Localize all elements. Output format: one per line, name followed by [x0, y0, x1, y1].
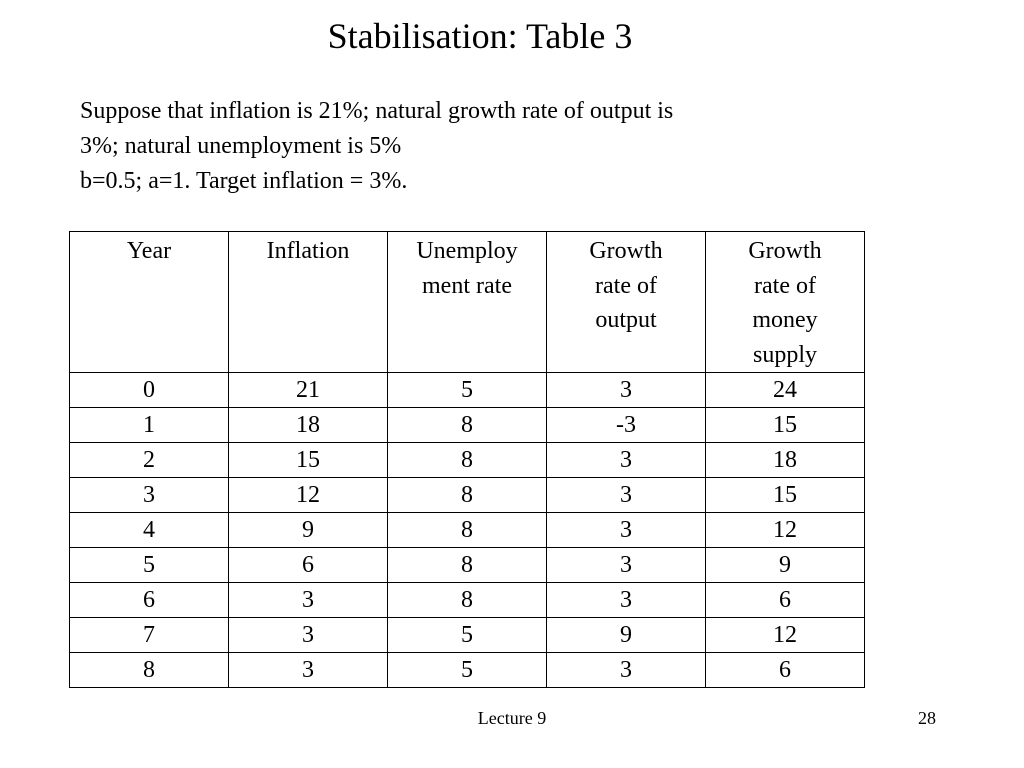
intro-line: b=0.5; a=1. Target inflation = 3%.	[80, 168, 408, 194]
cell-year: 2	[70, 443, 229, 478]
cell-inflation: 12	[229, 478, 388, 513]
stabilisation-table	[69, 231, 865, 688]
table-row	[70, 478, 865, 513]
cell-inflation: 3	[229, 583, 388, 618]
cell-output-growth: 3	[547, 583, 706, 618]
cell-output-growth: 3	[547, 653, 706, 688]
cell-output-growth: 3	[547, 373, 706, 408]
cell-year: 5	[70, 548, 229, 583]
table-row	[70, 408, 865, 443]
table-row	[70, 443, 865, 478]
cell-year: 0	[70, 373, 229, 408]
header-year: Year	[70, 232, 229, 373]
table-header-row	[70, 232, 865, 373]
cell-year: 6	[70, 583, 229, 618]
cell-unemployment: 8	[388, 408, 547, 443]
cell-output-growth: 3	[547, 513, 706, 548]
cell-money-growth: 12	[706, 618, 865, 653]
cell-money-growth: 6	[706, 583, 865, 618]
cell-inflation: 21	[229, 373, 388, 408]
cell-output-growth: 3	[547, 443, 706, 478]
table-row	[70, 548, 865, 583]
cell-year: 4	[70, 513, 229, 548]
table-row	[70, 513, 865, 548]
cell-inflation: 18	[229, 408, 388, 443]
header-unemployment-rate: Unemploy ment rate	[388, 232, 547, 373]
table-row	[70, 618, 865, 653]
table-row	[70, 373, 865, 408]
table-row	[70, 653, 865, 688]
cell-unemployment: 8	[388, 548, 547, 583]
cell-unemployment: 8	[388, 583, 547, 618]
cell-money-growth: 9	[706, 548, 865, 583]
header-growth-rate-output: Growth rate of output	[547, 232, 706, 373]
cell-unemployment: 8	[388, 513, 547, 548]
cell-money-growth: 12	[706, 513, 865, 548]
intro-line: 3%; natural unemployment is 5%	[80, 133, 402, 159]
header-inflation: Inflation	[229, 232, 388, 373]
cell-year: 8	[70, 653, 229, 688]
intro-text	[80, 94, 880, 199]
table-row	[70, 583, 865, 618]
cell-money-growth: 15	[706, 408, 865, 443]
cell-inflation: 3	[229, 653, 388, 688]
cell-year: 1	[70, 408, 229, 443]
cell-inflation: 15	[229, 443, 388, 478]
cell-year: 7	[70, 618, 229, 653]
cell-unemployment: 5	[388, 618, 547, 653]
slide-page-number: 28	[918, 708, 936, 728]
cell-year: 3	[70, 478, 229, 513]
intro-line: Suppose that inflation is 21%; natural growth rate of output is	[80, 98, 674, 124]
cell-money-growth: 6	[706, 653, 865, 688]
footer-lecture-label: Lecture 9	[477, 708, 547, 728]
cell-output-growth: 3	[547, 548, 706, 583]
cell-unemployment: 8	[388, 478, 547, 513]
header-growth-rate-money-supply: Growth rate of money supply	[706, 232, 865, 373]
cell-output-growth: -3	[547, 408, 706, 443]
slide-title: Stabilisation: Table 3	[327, 16, 633, 56]
cell-inflation: 6	[229, 548, 388, 583]
cell-unemployment: 5	[388, 653, 547, 688]
cell-unemployment: 8	[388, 443, 547, 478]
cell-output-growth: 3	[547, 478, 706, 513]
cell-money-growth: 15	[706, 478, 865, 513]
cell-money-growth: 24	[706, 373, 865, 408]
cell-money-growth: 18	[706, 443, 865, 478]
cell-unemployment: 5	[388, 373, 547, 408]
cell-inflation: 9	[229, 513, 388, 548]
cell-output-growth: 9	[547, 618, 706, 653]
cell-inflation: 3	[229, 618, 388, 653]
